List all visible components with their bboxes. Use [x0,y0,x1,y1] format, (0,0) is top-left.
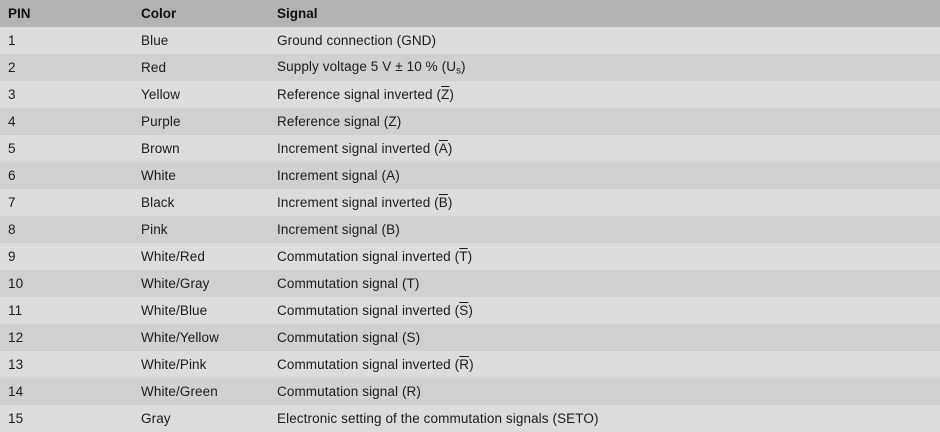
cell-pin: 4 [0,108,133,135]
table-header-row [0,0,940,27]
table-body [0,27,940,432]
cell-signal: Increment signal (B) [269,216,940,243]
cell-pin: 5 [0,135,133,162]
table-row [0,162,940,189]
cell-signal: Reference signal inverted $(\overline{Z})$ [269,81,940,108]
cell-color: White/Yellow [133,324,269,351]
table-row [0,270,940,297]
table-row [0,216,940,243]
cell-signal: Reference signal (Z) [269,108,940,135]
table-row [0,405,940,432]
cell-pin: 14 [0,378,133,405]
cell-color: Purple [133,108,269,135]
cell-pin: 9 [0,243,133,270]
cell-pin: 11 [0,297,133,324]
inverted-signal-symbol: $\overline{B}$ [438,195,448,210]
inverted-signal-symbol: $\overline{R}$ [459,357,470,372]
inverted-signal-symbol: $\overline{Z}$ [441,87,450,102]
cell-signal: Supply voltage 5 V ± 10 % $(U_s)$ [269,54,940,81]
cell-signal: Increment signal inverted $(\overline{B})$ [269,189,940,216]
cell-color: White/Gray [133,270,269,297]
cell-color: White/Green [133,378,269,405]
table-row [0,351,940,378]
cell-signal: Commutation signal inverted $(\overline{T})$ [269,243,940,270]
table-row [0,189,940,216]
cell-signal: Commutation signal inverted $(\overline{R})$ [269,351,940,378]
cell-color: Black [133,189,269,216]
cell-pin: 8 [0,216,133,243]
cell-signal: Increment signal (A) [269,162,940,189]
inverted-signal-symbol: $\overline{T}$ [459,249,468,264]
table-row [0,378,940,405]
column-header-signal: Signal [269,0,940,27]
cell-pin: 15 [0,405,133,432]
cell-pin: 1 [0,27,133,54]
cell-signal: Commutation signal (S) [269,324,940,351]
cell-color: White [133,162,269,189]
table-row [0,324,940,351]
table-row [0,135,940,162]
column-header-color: Color [133,0,269,27]
cell-color: Gray [133,405,269,432]
cell-pin: 2 [0,54,133,81]
table-row [0,54,940,81]
cell-pin: 3 [0,81,133,108]
table-row [0,243,940,270]
table-row [0,108,940,135]
cell-color: Blue [133,27,269,54]
cell-color: White/Red [133,243,269,270]
cell-pin: 7 [0,189,133,216]
cell-color: Red [133,54,269,81]
table-row [0,297,940,324]
cell-color: Brown [133,135,269,162]
cell-color: White/Blue [133,297,269,324]
cell-color: Pink [133,216,269,243]
cell-signal: Ground connection (GND) [269,27,940,54]
cell-pin: 6 [0,162,133,189]
cell-pin: 12 [0,324,133,351]
cell-pin: 13 [0,351,133,378]
cell-color: Yellow [133,81,269,108]
cell-pin: 10 [0,270,133,297]
cell-signal: Commutation signal inverted $(\overline{S})$ [269,297,940,324]
table-row [0,81,940,108]
table-header [0,0,940,27]
table-row [0,27,940,54]
column-header-pin: PIN [0,0,133,27]
subscript-symbol: s [456,65,462,77]
cell-signal: Commutation signal (R) [269,378,940,405]
cell-signal: Electronic setting of the commutation signals (SETO) [269,405,940,432]
cell-color: White/Pink [133,351,269,378]
inverted-signal-symbol: $\overline{S}$ [459,303,469,318]
inverted-signal-symbol: $\overline{A}$ [438,141,448,156]
cell-signal: Increment signal inverted $(\overline{A})$ [269,135,940,162]
cell-signal: Commutation signal (T) [269,270,940,297]
